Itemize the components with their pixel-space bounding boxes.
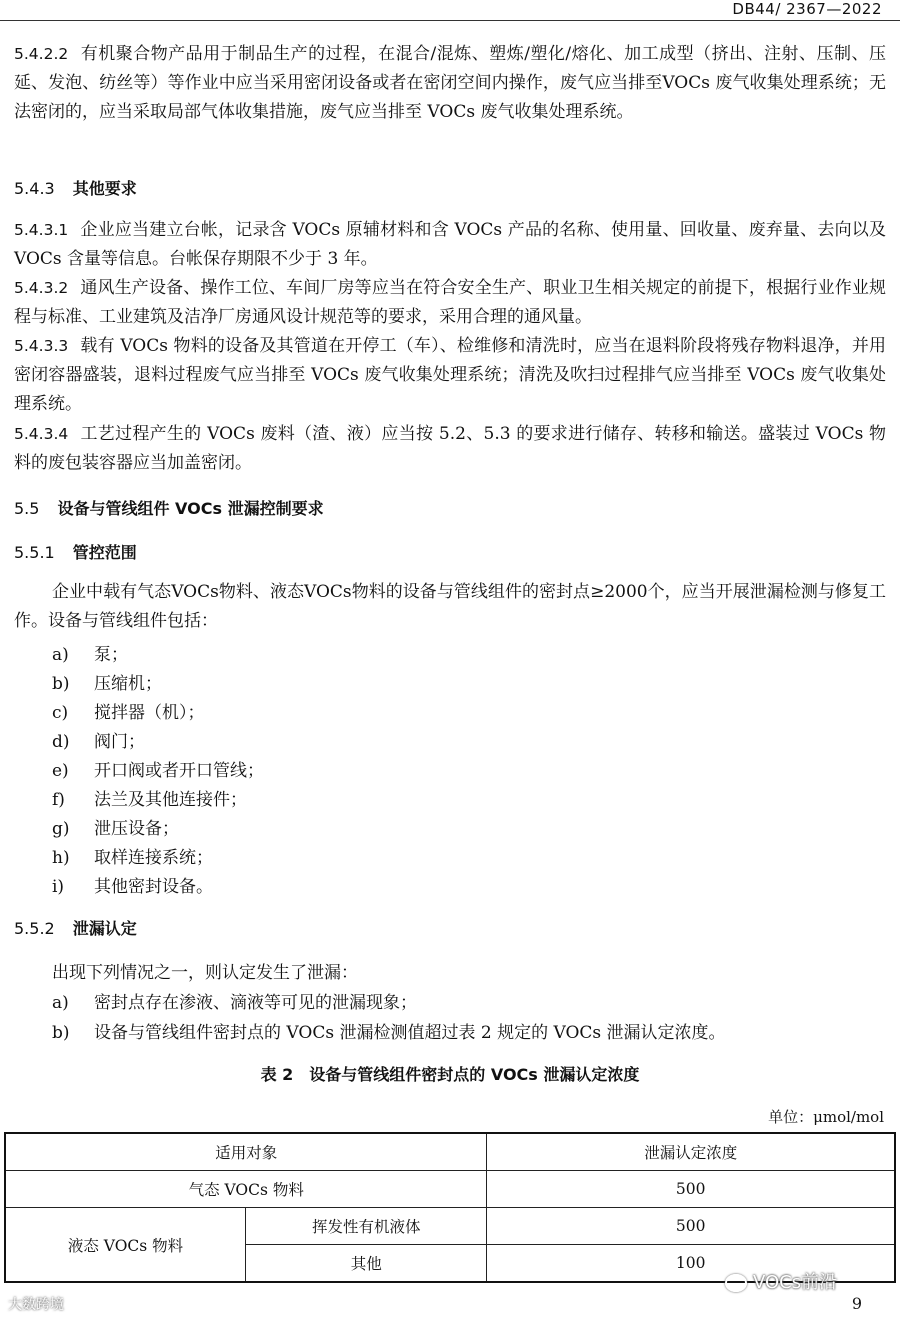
heading-5-5 [14,496,324,519]
list-item [52,814,179,839]
list-item [52,756,264,781]
list-marker: c) [52,703,69,723]
heading-number: 5.5.1 [14,543,55,562]
clause-5-4-3-1 [14,216,886,274]
cell-gas-value: 500 [487,1171,895,1208]
heading-number: 5.5.2 [14,919,55,938]
clause-number: 5.4.3.4 [14,425,69,443]
table-row [5,1208,895,1245]
list-item [52,843,213,868]
cell-liquid-sub2: 其他 [246,1245,487,1283]
cell-liquid-sub1-value: 500 [487,1208,895,1245]
clause-text: 企业应当建立台帐，记录含 VOCs 原辅材料和含 VOCs 产品的名称、使用量、回收量、废弃量、去向以及 VOCs 含量等信息。台帐保存期限不少于 3 年。 [14,220,886,269]
heading-title: 其他要求 [72,179,137,198]
clause-text: 工艺过程产生的 VOCs 废料（渣、液）应当按 5.2、5.3 的要求进行储存、转移和输送。盛装过 VOCs 物料的废包装容器应当加盖密闭。 [14,424,886,473]
list-item [52,785,247,810]
list-item [52,698,205,723]
watermark-dashu [8,1294,64,1314]
clause-text: 有机聚合物产品用于制品生产的过程，在混合/混炼、塑炼/塑化/熔化、加工成型（挤出、注射、压制、压延、发泡、纺丝等）等作业中应当采用密闭设备或者在密闭空间内操作，废气应当排至VOCs 废气收集处理系统；无法密闭的，应当采取局部气体收集措施，废气应当排至 VOCs 废气收集处理系统。 [14,44,886,122]
list-marker: h) [52,848,70,868]
list-marker: a) [52,993,69,1013]
list-marker: f) [52,790,65,810]
page-number: 9 [851,1294,862,1313]
header-cell-concentration: 泄漏认定浓度 [487,1133,895,1171]
clause-text: 通风生产设备、操作工位、车间厂房等应当在符合安全生产、职业卫生相关规定的前提下，根据行业作业规程与标准、工业建筑及洁净厂房通风设计规范等的要求，采用合理的通风量。 [14,278,886,327]
clause-number: 5.4.3.3 [14,337,69,355]
table-caption: 表 2 设备与管线组件密封点的 VOCs 泄漏认定浓度 [260,1065,640,1084]
list-text: 压缩机； [94,674,162,694]
list-text: 搅拌器（机）； [94,703,205,723]
heading-5-5-1 [14,540,137,563]
list-marker: e) [52,761,69,781]
list-marker: b) [52,674,70,694]
list-item [52,1018,726,1043]
list-text: 设备与管线组件密封点的 VOCs 泄漏检测值超过表 2 规定的 VOCs 泄漏认定浓度。 [94,1023,726,1043]
heading-number: 5.4.3 [14,179,55,198]
table-row [5,1171,895,1208]
clause-5-4-2-2 [14,40,886,127]
cell-liquid-sub2-value: 100 [487,1245,895,1283]
list-marker: i) [52,877,65,897]
heading-title: 泄漏认定 [72,919,137,938]
list-item [52,872,213,897]
clause-number: 5.4.2.2 [14,45,69,63]
list-marker: b) [52,1023,70,1043]
clause-number: 5.4.3.1 [14,221,69,239]
watermark-text: 大数跨境 [8,1297,64,1313]
paragraph-5-5-1: 企业中载有气态VOCs物料、液态VOCs物料的设备与管线组件的密封点≥2000个，应当开展泄漏检测与修复工作。设备与管线组件包括： [14,582,886,631]
clause-number: 5.4.3.2 [14,279,69,297]
list-text: 泄压设备； [94,819,179,839]
list-item [52,988,417,1013]
list-text: 其他密封设备。 [94,877,213,897]
clause-5-4-3-2 [14,274,886,332]
list-marker: d) [52,732,70,752]
list-text: 开口阀或者开口管线； [94,761,264,781]
cell-gas-label: 气态 VOCs 物料 [5,1171,487,1208]
list-text: 泵； [94,645,128,665]
table-header-row [5,1133,895,1171]
clause-5-4-3-4 [14,420,886,478]
heading-number: 5.5 [14,499,40,518]
list-item [52,727,145,752]
list-text: 阀门； [94,732,145,752]
paragraph-5-5-2: 出现下列情况之一，则认定发生了泄漏： [52,963,358,983]
wechat-icon [725,1274,747,1292]
cell-liquid-sub1: 挥发性有机液体 [246,1208,487,1245]
list-marker: a) [52,645,69,665]
list-item [52,640,128,665]
header-rule [0,20,900,21]
heading-5-4-3 [14,176,137,199]
table-unit: 单位：μmol/mol [768,1108,884,1126]
cell-liquid-label: 液态 VOCs 物料 [5,1208,246,1283]
clause-5-4-3-3 [14,332,886,419]
heading-title: 设备与管线组件 VOCs 泄漏控制要求 [57,499,324,518]
list-text: 密封点存在渗液、滴液等可见的泄漏现象； [94,993,417,1013]
list-text: 法兰及其他连接件； [94,790,247,810]
leak-threshold-table [4,1132,896,1283]
header-cell-object: 适用对象 [5,1133,487,1171]
clause-text: 载有 VOCs 物料的设备及其管道在开停工（车）、检维修和清洗时，应当在退料阶段将残存物料退净，并用密闭容器盛装，退料过程废气应当排至 VOCs 废气收集处理系统；清洗及吹扫过程排气应当排至 VOCs 废气收集处理系统。 [14,336,886,414]
watermark-vocs [725,1268,837,1294]
watermark-text: VOCs前沿 [753,1272,838,1293]
heading-5-5-2 [14,916,137,939]
heading-title: 管控范围 [72,543,137,562]
list-marker: g) [52,819,70,839]
list-item [52,669,162,694]
list-text: 取样连接系统； [94,848,213,868]
document-code: DB44/ 2367—2022 [732,0,882,18]
